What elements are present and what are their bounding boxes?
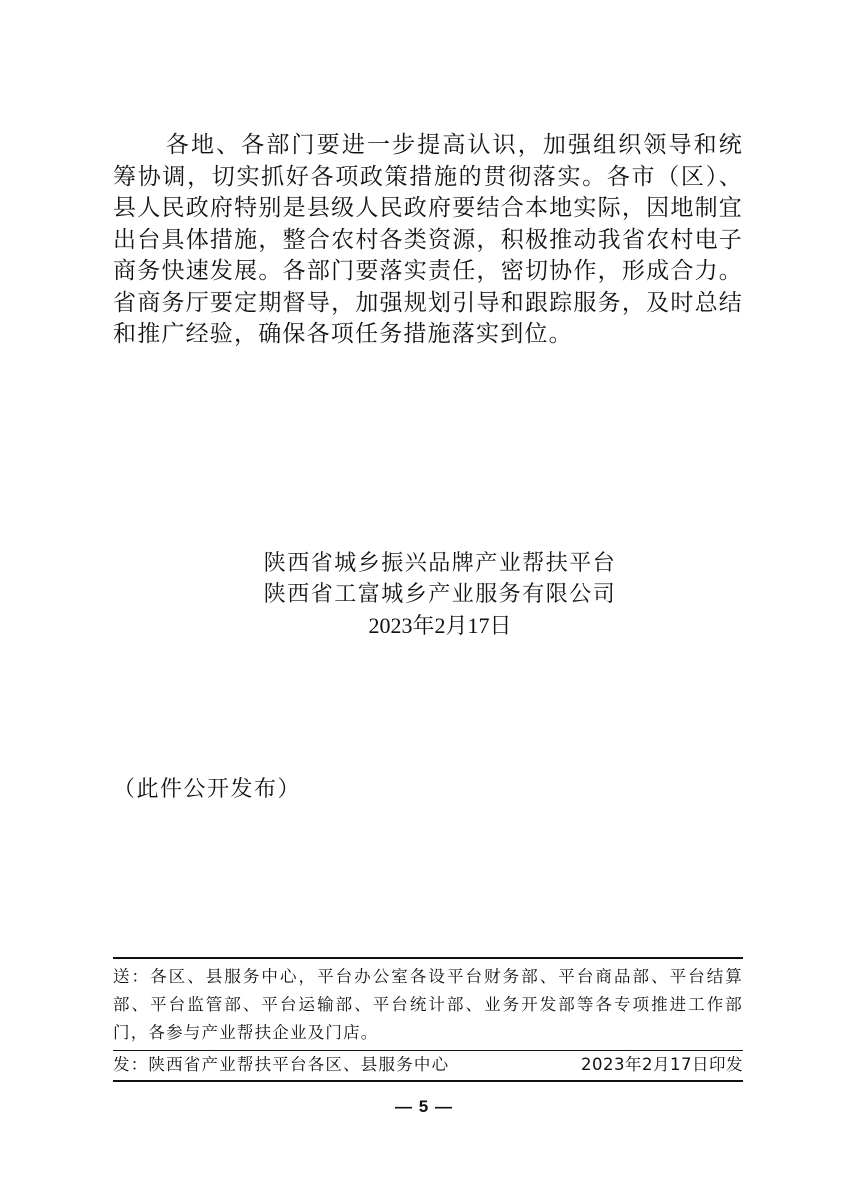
issue-line <box>113 1051 743 1079</box>
signature-org-2: 陕西省工富城乡产业服务有限公司 <box>263 582 617 607</box>
body-paragraph: 各地、各部门要进一步提高认识，加强组织领导和统筹协调，切实抓好各项政策措施的贯彻落实。各市（区）、县人民政府特别是县级人民政府要结合本地实际，因地制宜出台具体措施，整合农村各类资源，积极推动我省农村电子商务快速发展。各部门要落实责任，密切协作，形成合力。省商务厅要定期督导，加强规划引导和跟踪服务，及时总结和推广经验，确保各项任务措施落实到位。 <box>113 132 743 347</box>
public-release-note: （此件公开发布） <box>113 777 302 802</box>
issued-by: 发：陕西省产业帮扶平台各区、县服务中心 <box>113 1055 450 1074</box>
distribution-top-rule <box>113 957 743 959</box>
issued-date: 2023年2月17日印发 <box>581 1055 743 1074</box>
distribution-bottom-rule <box>113 1080 743 1082</box>
page-number: — 5 — <box>395 1097 453 1116</box>
distribution-cc-list: 送：各区、县服务中心，平台办公室各设平台财务部、平台商品部、平台结算部、平台监管部、平台运输部、平台统计部、业务开发部等各专项推进工作部门，各参与产业帮扶企业及门店。 <box>113 967 743 1042</box>
signature-org-1: 陕西省城乡振兴品牌产业帮扶平台 <box>263 551 617 576</box>
signature-date: 2023年2月17日 <box>368 613 512 638</box>
signature-block <box>230 548 650 641</box>
